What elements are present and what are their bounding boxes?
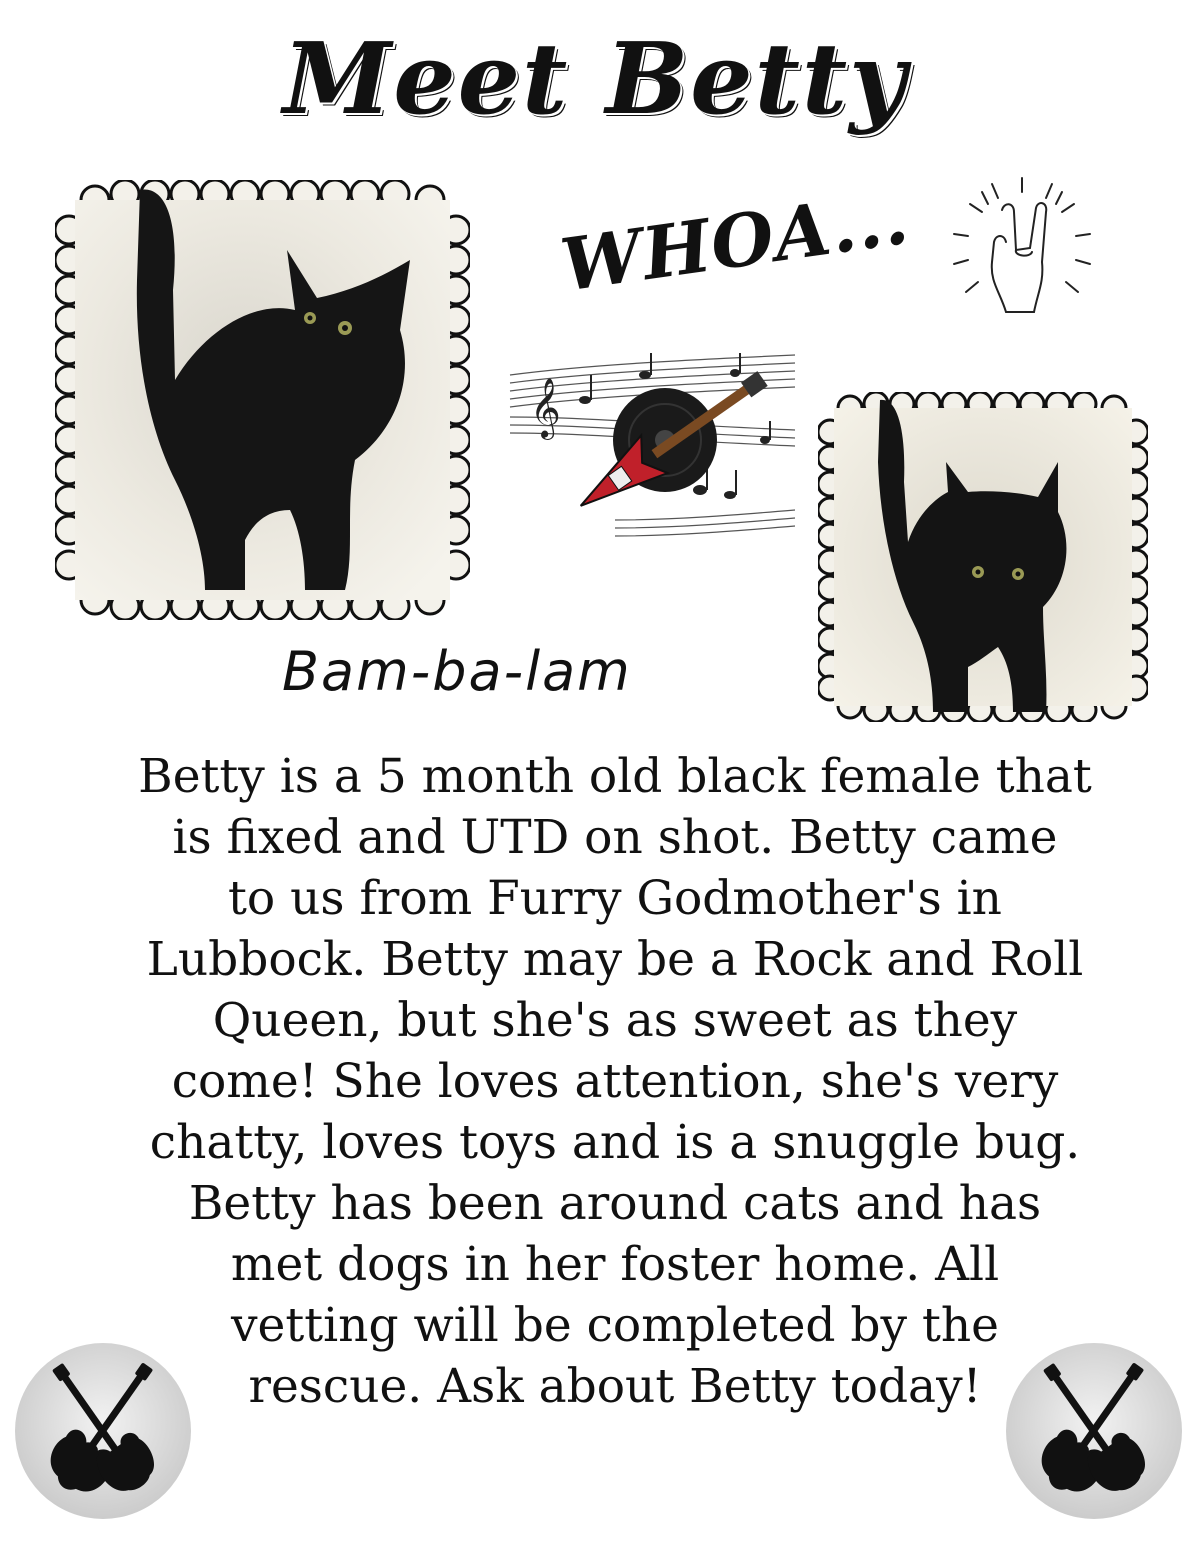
description-line: come! She loves attention, she's very xyxy=(171,1054,1059,1109)
description-line: rescue. Ask about Betty today! xyxy=(248,1359,982,1414)
description-text xyxy=(110,746,1120,1417)
page-title: Meet Betty xyxy=(282,22,909,137)
description-line: Betty has been around cats and has xyxy=(188,1176,1042,1231)
guitar-record-music-notes-icon xyxy=(505,345,800,550)
crossed-guitars-icon xyxy=(14,1342,192,1520)
crossed-guitars-icon xyxy=(1005,1342,1183,1520)
description-line: vetting will be completed by the xyxy=(231,1298,999,1353)
description-line: Lubbock. Betty may be a Rock and Roll xyxy=(146,932,1084,987)
kitten-photo-small xyxy=(818,392,1148,722)
description-line: chatty, loves toys and is a snuggle bug. xyxy=(149,1115,1081,1170)
svg-text:𝄞: 𝄞 xyxy=(530,378,561,438)
bam-ba-lam-caption: Bam-ba-lam xyxy=(282,640,632,703)
description-line: met dogs in her foster home. All xyxy=(230,1237,1000,1292)
whoa-heading: WHOA... xyxy=(555,174,914,308)
description-line: to us from Furry Godmother's in xyxy=(228,871,1002,926)
rock-on-hand-icon xyxy=(944,172,1100,328)
description-line: Betty is a 5 month old black female that xyxy=(138,749,1092,804)
kitten-photo-large xyxy=(55,180,470,620)
description-line: is fixed and UTD on shot. Betty came xyxy=(172,810,1058,865)
description-line: Queen, but she's as sweet as they xyxy=(212,993,1018,1048)
